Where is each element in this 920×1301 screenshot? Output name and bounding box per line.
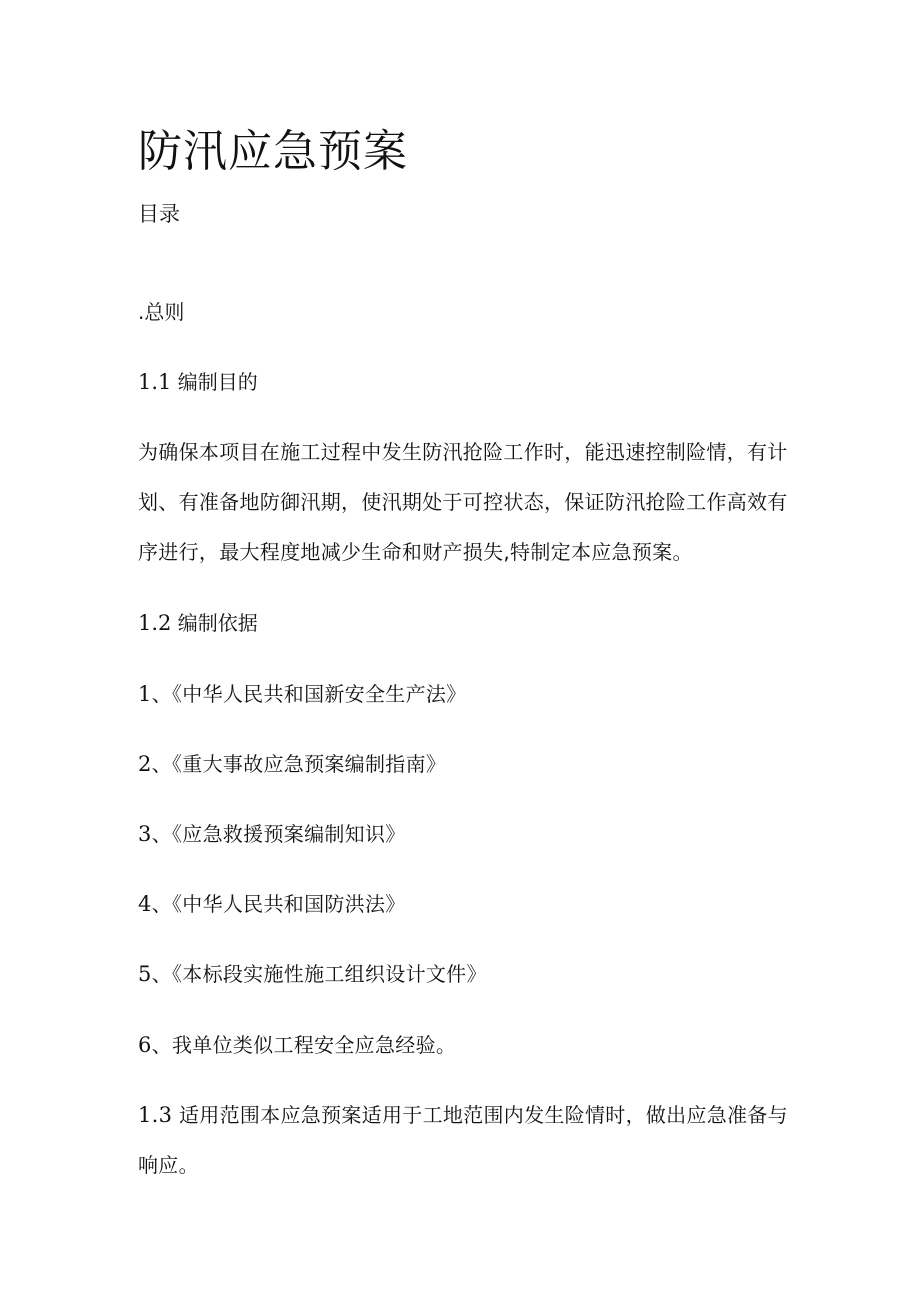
basis-item-number: 6 — [138, 1033, 152, 1057]
basis-item-3 — [138, 824, 406, 845]
document-title: 防汛应急预案 — [138, 126, 408, 177]
basis-item-number: 1 — [138, 682, 152, 706]
basis-item-text: 、《应急救援预案编制知识》 — [151, 822, 406, 846]
section-1-3-line-2: 响应。 — [138, 1153, 199, 1177]
basis-item-5 — [138, 964, 487, 985]
toc-label: 目录 — [138, 202, 180, 226]
purpose-line-3: 序进行，最大程度地减少生命和财产损失,特制定本应急预案。 — [138, 540, 693, 564]
section-1-2-title: 编制依据 — [177, 611, 258, 635]
basis-item-number: 3 — [138, 822, 152, 846]
basis-item-text: 、《重大事故应急预案编制指南》 — [151, 752, 447, 776]
purpose-line-2: 划、有准备地防御汛期，使汛期处于可控状态，保证防汛抢险工作高效有 — [138, 490, 788, 514]
section-1-3-line-1 — [138, 1105, 788, 1126]
basis-item-6 — [138, 1035, 456, 1056]
section-1-2-heading — [138, 613, 258, 634]
section-general-heading: .总则 — [138, 300, 185, 324]
basis-item-1 — [138, 684, 466, 705]
basis-item-text: 、《中华人民共和国新安全生产法》 — [151, 682, 467, 706]
section-1-1-number: 1.1 — [138, 370, 172, 394]
basis-item-2 — [138, 754, 446, 775]
section-1-3-number: 1.3 — [138, 1103, 173, 1127]
basis-item-number: 5 — [138, 962, 152, 986]
section-1-1-title: 编制目的 — [177, 370, 258, 394]
purpose-line-1: 为确保本项目在施工过程中发生防汛抢险工作时，能迅速控制险情，有计 — [138, 440, 788, 464]
basis-item-text: 、《本标段实施性施工组织设计文件》 — [151, 962, 487, 986]
section-1-2-number: 1.2 — [138, 611, 172, 635]
basis-item-number: 4 — [138, 892, 152, 916]
basis-item-4 — [138, 894, 406, 915]
basis-item-text: 、《中华人民共和国防洪法》 — [151, 892, 406, 916]
section-1-3-text: 适用范围本应急预案适用于工地范围内发生险情时，做出应急准备与 — [178, 1103, 788, 1127]
basis-item-number: 2 — [138, 752, 152, 776]
section-1-1-heading — [138, 372, 258, 393]
basis-item-text: 、我单位类似工程安全应急经验。 — [151, 1033, 457, 1057]
